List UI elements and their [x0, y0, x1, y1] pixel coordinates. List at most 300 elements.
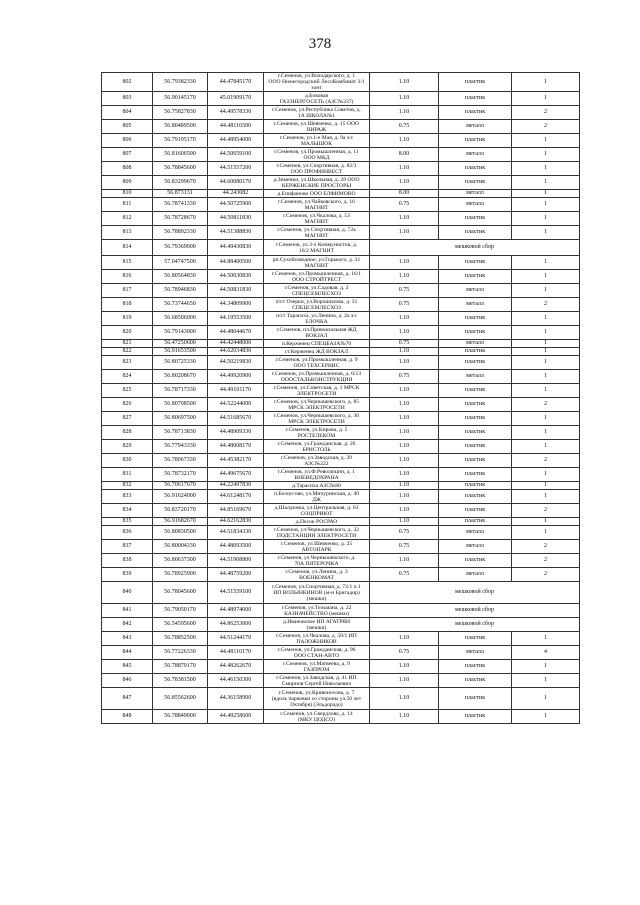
cell-latitude: 56.78045600: [153, 582, 208, 604]
cell-longitude: 44.48909330: [208, 426, 264, 440]
cell-address: [264, 688, 370, 710]
cell-material: металл: [439, 190, 512, 198]
cell-material: пластик: [439, 312, 512, 326]
cell-count: 1: [512, 412, 580, 426]
cell-volume: 1.10: [370, 256, 439, 270]
cell-volume: 0.75: [370, 298, 439, 312]
cell-latitude: 56.80708500: [153, 398, 208, 412]
address-text: г.Семенов, ул.Садовая, д. 2: [284, 284, 349, 291]
table-row: [102, 312, 580, 326]
cell-material: металл: [439, 198, 512, 212]
address-text: г.Семенов, ул.Чернышевского, д.: [277, 554, 356, 561]
table-body: [102, 73, 580, 724]
cell-material: пластик: [439, 674, 512, 688]
cell-number: 836: [102, 526, 153, 540]
organization-name: ГАЗПРОМ: [303, 666, 330, 673]
cell-count: 1: [512, 526, 580, 540]
table-row: [102, 688, 580, 710]
cell-count: 1: [512, 270, 580, 284]
cell-address: [264, 582, 370, 604]
cell-address: [264, 270, 370, 284]
address-text: г.Семенов, ул.Промышленная, д. 9: [275, 356, 358, 363]
table-row: [102, 454, 580, 468]
cell-number: 812: [102, 212, 153, 226]
cell-count: 2: [512, 298, 580, 312]
address-text: д.Песок РОСРАО: [295, 518, 338, 525]
address-text: г.Семенов, ул.Свердлова, д. 14: [280, 710, 353, 717]
address-text: г.Семенов, ул.Чернышевского, д. 32: [273, 526, 360, 533]
cell-count: 1: [512, 134, 580, 148]
cell-latitude: 56.91682670: [153, 518, 208, 526]
cell-longitude: 44.48116500: [208, 120, 264, 134]
cell-volume: 1.10: [370, 454, 439, 468]
table-row: [102, 412, 580, 426]
organization-name: МАЛЫШОК: [300, 140, 333, 147]
cell-address: [264, 618, 370, 632]
cell-latitude: 56.80830500: [153, 526, 208, 540]
organization-name: КЕРЖЕНСКИЕ ПРОСТОРЫ: [281, 182, 352, 189]
cell-material: пластик: [439, 454, 512, 468]
cell-number: 805: [102, 120, 153, 134]
address-text: г.Семенов, ул.Чкалова, д. 53: [283, 212, 350, 219]
cell-longitude: 44.51557200: [208, 162, 264, 176]
cell-latitude: 56.78849000: [153, 710, 208, 724]
cell-collection-method: мешковой сбор: [370, 240, 580, 256]
organization-name: РОСТЕЛЕКОМ: [297, 432, 336, 439]
cell-longitude: 44.52244000: [208, 398, 264, 412]
cell-longitude: 44.48759200: [208, 568, 264, 582]
cell-longitude: 44.50030830: [208, 270, 264, 284]
cell-material: пластик: [439, 256, 512, 270]
cell-volume: 1.10: [370, 440, 439, 454]
organization-name: ООО СТАН-АВТО: [293, 652, 340, 659]
cell-count: 1: [512, 256, 580, 270]
cell-number: 834: [102, 504, 153, 518]
cell-count: 1: [512, 284, 580, 298]
address-text: д.Тарасиха АЗС№80: [292, 482, 341, 489]
cell-volume: 1.10: [370, 518, 439, 526]
table-row: [102, 120, 580, 134]
table-row: [102, 256, 580, 270]
table-row: [102, 148, 580, 162]
cell-address: [264, 440, 370, 454]
cell-latitude: 56.81606500: [153, 148, 208, 162]
cell-count: 2: [512, 540, 580, 554]
table-row: [102, 162, 580, 176]
cell-volume: 8.00: [370, 148, 439, 162]
organization-name: (мешки): [306, 624, 327, 631]
cell-volume: 1.10: [370, 426, 439, 440]
cell-latitude: 56.78067330: [153, 454, 208, 468]
cell-number: 827: [102, 412, 153, 426]
cell-longitude: 44.49675670: [208, 468, 264, 482]
cell-longitude: 44.51559100: [208, 582, 264, 604]
address-text: г.Семенов, ул.Спортивная, д. 72а: [277, 226, 356, 233]
cell-longitude: 44.88400500: [208, 256, 264, 270]
cell-volume: 0.75: [370, 284, 439, 298]
cell-address: [264, 604, 370, 618]
address-text: д.Ивановское ИП АГАТРЯН: [282, 618, 351, 625]
cell-number: 825: [102, 384, 153, 398]
cell-volume: 1.10: [370, 92, 439, 106]
address-text: г.Семенов, ул.Шевченко, д. 25: [280, 540, 353, 547]
organization-name: СОЦПРИЮТ: [300, 510, 333, 517]
address-text: г.Семенов, ул.Шевченко, д. 15 ООО: [274, 120, 359, 127]
cell-collection-method: мешковой сбор: [370, 618, 580, 632]
address-text: г.Семенов, ул.Промышленная, д. 11: [274, 148, 359, 155]
cell-material: металл: [439, 298, 512, 312]
cell-longitude: 44.42448000: [208, 340, 264, 348]
cell-latitude: 56.78879170: [153, 660, 208, 674]
cell-volume: 1.10: [370, 482, 439, 490]
cell-material: пластик: [439, 710, 512, 724]
table-row: [102, 326, 580, 340]
cell-material: металл: [439, 284, 512, 298]
cell-address: [264, 370, 370, 384]
cell-number: 810: [102, 190, 153, 198]
cell-volume: 0.75: [370, 340, 439, 348]
cell-number: 846: [102, 674, 153, 688]
cell-latitude: 56.78892330: [153, 226, 208, 240]
cell-collection-method: мешковой сбор: [370, 582, 580, 604]
cell-number: 815: [102, 256, 153, 270]
cell-volume: 1.10: [370, 106, 439, 120]
address-text: п/ст Тарасиха, ул.Ленина, д. 2а з/с: [275, 312, 358, 319]
cell-longitude: 44.48044670: [208, 326, 264, 340]
cell-volume: 1.10: [370, 134, 439, 148]
table-row: [102, 582, 580, 604]
cell-address: [264, 240, 370, 256]
organization-name: ООО Нижегородский ЛесоКомбинат 3/1 зонт: [268, 79, 365, 91]
cell-latitude: 56.73744650: [153, 298, 208, 312]
address-text: п/ст Озерки, ул.Ворошилова, д. 31: [275, 298, 358, 305]
cell-volume: 0.75: [370, 120, 439, 134]
cell-number: 838: [102, 554, 153, 568]
cell-count: 1: [512, 710, 580, 724]
organization-name: МАГНИТ: [304, 262, 329, 269]
cell-material: металл: [439, 646, 512, 660]
organization-name: ООО ПРОФИНВЕСТ: [290, 168, 343, 175]
address-text: г.Семенов, ул.Гражданская, д. 96: [277, 646, 356, 653]
address-text: г.Семенов, ул.Матвеева, д. 9: [283, 660, 350, 667]
cell-count: 1: [512, 518, 580, 526]
organization-name: МРСК ЭЛЕКТРОСЕТИ: [288, 404, 345, 411]
cell-longitude: 44.51685670: [208, 412, 264, 426]
address-text: ст.Керженец ЖД ВОКЗАЛ: [284, 348, 349, 355]
cell-address: [264, 454, 370, 468]
cell-material: пластик: [439, 490, 512, 504]
cell-longitude: 44.50811830: [208, 212, 264, 226]
cell-latitude: 56.80725330: [153, 356, 208, 370]
address-text: п.Керженец СПЕЦБАЗА№70: [281, 340, 352, 347]
organization-name: ООО МКД: [303, 154, 330, 161]
cell-longitude: 44.36158900: [208, 688, 264, 710]
cell-latitude: 56.79195170: [153, 134, 208, 148]
cell-address: [264, 340, 370, 348]
cell-longitude: 44.50659100: [208, 148, 264, 162]
address-text: г.Семенов, ул.1-е Мая, д. 9а з/с: [279, 134, 354, 141]
cell-count: 1: [512, 340, 580, 348]
cell-longitude: 44.49258600: [208, 710, 264, 724]
table-row: [102, 284, 580, 298]
cell-address: [264, 256, 370, 270]
cell-address: [264, 398, 370, 412]
organization-name: 70А ПЯТЕРОЧКА: [294, 560, 339, 567]
cell-collection-method: мешковой сбор: [370, 604, 580, 618]
organization-name: ВОКЗАЛ: [305, 332, 328, 339]
cell-latitude: 56.80564830: [153, 270, 208, 284]
cell-longitude: 44.60080170: [208, 176, 264, 190]
cell-count: 1: [512, 468, 580, 482]
table-row: [102, 540, 580, 554]
table-row: [102, 226, 580, 240]
table-row: [102, 240, 580, 256]
cell-longitude: 44.48954000: [208, 134, 264, 148]
cell-address: [264, 646, 370, 660]
cell-material: пластик: [439, 688, 512, 710]
cell-volume: 1.10: [370, 176, 439, 190]
cell-material: пластик: [439, 270, 512, 284]
table-row: [102, 526, 580, 540]
cell-number: 824: [102, 370, 153, 384]
cell-count: 1: [512, 312, 580, 326]
address-text: п.Белоусово, ул.Мичуринская, д. 40: [273, 490, 360, 497]
cell-latitude: 56.80637300: [153, 554, 208, 568]
cell-number: 837: [102, 540, 153, 554]
cell-address: [264, 284, 370, 298]
cell-longitude: 44.49578330: [208, 106, 264, 120]
table-row: [102, 398, 580, 412]
cell-latitude: 56.47250600: [153, 340, 208, 348]
address-text: г.Семенов, ул.3-х Коммунистов, д.: [275, 241, 358, 248]
cell-longitude: 44.49920900: [208, 370, 264, 384]
cell-address: [264, 148, 370, 162]
address-text: г.Семенов, ул.Заводская, д. 39: [281, 454, 352, 461]
cell-material: пластик: [439, 660, 512, 674]
table-row: [102, 384, 580, 398]
cell-longitude: 44.49430830: [208, 240, 264, 256]
organization-name: ПОДСТАНЦИЯ ЭЛЕКТРОСЕТИ: [276, 532, 357, 539]
cell-longitude: 44.86253000: [208, 618, 264, 632]
cell-address: [264, 518, 370, 526]
cell-address: [264, 198, 370, 212]
organization-name: МАГНИТ: [304, 232, 329, 239]
cell-address: [264, 162, 370, 176]
cell-address: [264, 554, 370, 568]
cell-number: 831: [102, 468, 153, 482]
cell-count: 1: [512, 370, 580, 384]
cell-count: 4: [512, 646, 580, 660]
table-row: [102, 674, 580, 688]
cell-number: 807: [102, 148, 153, 162]
cell-latitude: 56.78946830: [153, 284, 208, 298]
cell-count: 1: [512, 212, 580, 226]
cell-number: 802: [102, 73, 153, 92]
cell-volume: 0.75: [370, 526, 439, 540]
cell-count: 2: [512, 454, 580, 468]
cell-count: 1: [512, 162, 580, 176]
table-row: [102, 660, 580, 674]
organization-name: ГАЗЭНЕРГОСЕТЬ (АЗС№337): [279, 98, 354, 105]
organization-name: ПАЛОЖНИКОВ: [296, 638, 337, 645]
organization-name: СПЕЦСЕМЛЕСХОЗ: [292, 290, 341, 297]
address-text: д.Шалдежка, ул.Центральная, д. 63: [274, 504, 359, 511]
organization-name: БРИСТОЛЬ: [302, 446, 331, 453]
cell-number: 830: [102, 454, 153, 468]
cell-number: 832: [102, 482, 153, 490]
cell-number: 818: [102, 298, 153, 312]
address-text: г.Семенов, ул.Спортивная, д. 82/1: [276, 162, 357, 169]
cell-latitude: 56.78381500: [153, 674, 208, 688]
cell-count: 2: [512, 120, 580, 134]
address-text: г.Семенов, ул.Тельмана, д. 22: [281, 604, 352, 611]
cell-number: 804: [102, 106, 153, 120]
cell-material: пластик: [439, 326, 512, 340]
cell-number: 811: [102, 198, 153, 212]
address-text: г.Семенов, ул.Заводская, д. 41 ИП: [276, 674, 357, 681]
cell-address: [264, 660, 370, 674]
address-text: г.Семенов, ул.Чернышевского, д. 30: [273, 412, 360, 419]
cell-material: металл: [439, 340, 512, 348]
cell-volume: 8.00: [370, 190, 439, 198]
cell-count: 1: [512, 674, 580, 688]
cell-latitude: 56.85562600: [153, 688, 208, 710]
address-text: г.Семенов, ул.Чернышевского, д. 85: [273, 398, 360, 405]
cell-volume: 1.10: [370, 632, 439, 646]
cell-number: 843: [102, 632, 153, 646]
cell-volume: 1.10: [370, 504, 439, 518]
cell-material: пластик: [439, 176, 512, 190]
cell-address: [264, 298, 370, 312]
cell-latitude: 57.04747500: [153, 256, 208, 270]
organization-name: 16/2 МАГНИТ: [298, 247, 335, 254]
cell-count: 1: [512, 660, 580, 674]
cell-latitude: 56.54595600: [153, 618, 208, 632]
cell-longitude: 44.48110170: [208, 646, 264, 660]
cell-volume: 1.10: [370, 490, 439, 504]
table-row: [102, 348, 580, 356]
organization-name: СПЕЦСЕМЛЕСХОЗ: [292, 304, 341, 311]
cell-longitude: 44.51388830: [208, 226, 264, 240]
cell-longitude: 44.50831830: [208, 284, 264, 298]
cell-latitude: 56.77226330: [153, 646, 208, 660]
cell-count: 1: [512, 482, 580, 490]
cell-address: [264, 482, 370, 490]
address-text: г.Семенов, ул.Чкалова, д. 50/1 ИП: [276, 632, 357, 639]
address-text: г.Семенов, ул.Промышленная, д. 6/13: [271, 370, 362, 377]
cell-number: 844: [102, 646, 153, 660]
cell-address: [264, 632, 370, 646]
cell-address: [264, 540, 370, 554]
cell-address: [264, 526, 370, 540]
cell-volume: 0.75: [370, 370, 439, 384]
cell-address: [264, 134, 370, 148]
table-row: [102, 504, 580, 518]
cell-material: пластик: [439, 212, 512, 226]
cell-count: 1: [512, 92, 580, 106]
table-row: [102, 646, 580, 660]
cell-number: 814: [102, 240, 153, 256]
cell-material: металл: [439, 540, 512, 554]
cell-address: [264, 568, 370, 582]
cell-number: 819: [102, 312, 153, 326]
cell-longitude: 44.22497830: [208, 482, 264, 490]
address-text: г.Семенов, ул.Гражданская, д. 26: [277, 440, 356, 447]
organization-name: (вдоль парковки со стороны ул.50 лет Октября) (Эльдорадо): [271, 695, 362, 708]
cell-count: 1: [512, 226, 580, 240]
table-row: [102, 618, 580, 632]
table-row: [102, 440, 580, 454]
cell-material: пластик: [439, 426, 512, 440]
cell-volume: 1.10: [370, 398, 439, 412]
cell-material: пластик: [439, 398, 512, 412]
cell-number: 840: [102, 582, 153, 604]
cell-number: 822: [102, 348, 153, 356]
cell-material: пластик: [439, 554, 512, 568]
cell-count: 1: [512, 148, 580, 162]
organization-name: ЕЛОЧКА: [305, 318, 328, 325]
cell-latitude: 56.79143000: [153, 326, 208, 340]
table-row: [102, 340, 580, 348]
table-row: [102, 468, 580, 482]
cell-number: 821: [102, 340, 153, 348]
table-row: [102, 106, 580, 120]
cell-address: [264, 384, 370, 398]
organization-name: (МКУ ЦОДСО): [298, 716, 335, 723]
cell-count: 1: [512, 198, 580, 212]
cell-latitude: 56.78845600: [153, 162, 208, 176]
table-row: [102, 370, 580, 384]
cell-number: 809: [102, 176, 153, 190]
cell-address: [264, 73, 370, 92]
cell-address: [264, 312, 370, 326]
cell-volume: 1.10: [370, 162, 439, 176]
cell-number: 817: [102, 284, 153, 298]
cell-count: 1: [512, 73, 580, 92]
cell-volume: 1.10: [370, 348, 439, 356]
cell-volume: 1.10: [370, 356, 439, 370]
cell-latitude: 56.78713830: [153, 426, 208, 440]
cell-material: пластик: [439, 482, 512, 490]
cell-address: [264, 356, 370, 370]
cell-longitude: 45.01909170: [208, 92, 264, 106]
cell-material: пластик: [439, 106, 512, 120]
cell-number: 820: [102, 326, 153, 340]
cell-volume: 1.10: [370, 73, 439, 92]
cell-material: пластик: [439, 73, 512, 92]
table-row: [102, 92, 580, 106]
cell-count: 1: [512, 384, 580, 398]
organization-name: АЗС№222: [304, 460, 329, 467]
cell-latitude: 56.68506000: [153, 312, 208, 326]
organization-name: 1А ШКОЛА№1: [297, 112, 336, 119]
cell-longitude: 44.243082: [208, 190, 264, 198]
cell-material: пластик: [439, 384, 512, 398]
cell-address: [264, 106, 370, 120]
organization-name: МАГНИТ: [304, 204, 329, 211]
table-row: [102, 198, 580, 212]
cell-longitude: 44.47845170: [208, 73, 264, 92]
address-text: д.Боковая: [304, 92, 329, 99]
organization-name: КАЗНАЧЕЙСТВО (мешки): [284, 610, 349, 617]
cell-latitude: 56.77943330: [153, 440, 208, 454]
cell-number: 829: [102, 440, 153, 454]
cell-material: пластик: [439, 468, 512, 482]
address-text: г.Семенов, ул.Кирова, д. 5: [285, 426, 348, 433]
cell-material: пластик: [439, 412, 512, 426]
cell-material: пластик: [439, 92, 512, 106]
cell-longitude: 44.62034830: [208, 348, 264, 356]
